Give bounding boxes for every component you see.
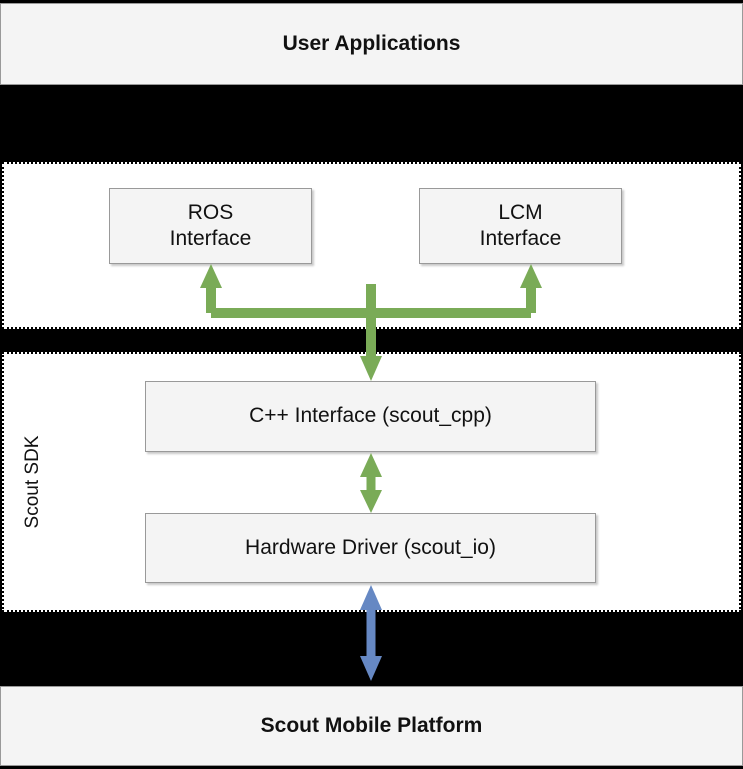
user-applications-box: [0, 3, 743, 85]
lcm-interface-label-line2: Interface: [479, 227, 562, 250]
scout-mobile-platform-box: [0, 686, 743, 766]
ros-interface-box: [109, 188, 312, 264]
user-applications-label: User Applications: [282, 32, 461, 55]
hardware-driver-box: [145, 513, 596, 583]
ros-interface-label-line2: Interface: [169, 227, 252, 250]
ros-interface-label-line1: ROS: [187, 200, 234, 224]
lcm-interface-box: [419, 188, 622, 264]
scout-sdk-group-label: Scout SDK: [22, 435, 43, 529]
cpp-interface-label: C++ Interface (scout_cpp): [249, 404, 492, 428]
scout-mobile-platform-label: Scout Mobile Platform: [260, 714, 483, 737]
cpp-interface-box: [145, 381, 596, 452]
hardware-driver-label: Hardware Driver (scout_io): [245, 535, 496, 559]
lcm-interface-label-line1: LCM: [498, 200, 543, 224]
